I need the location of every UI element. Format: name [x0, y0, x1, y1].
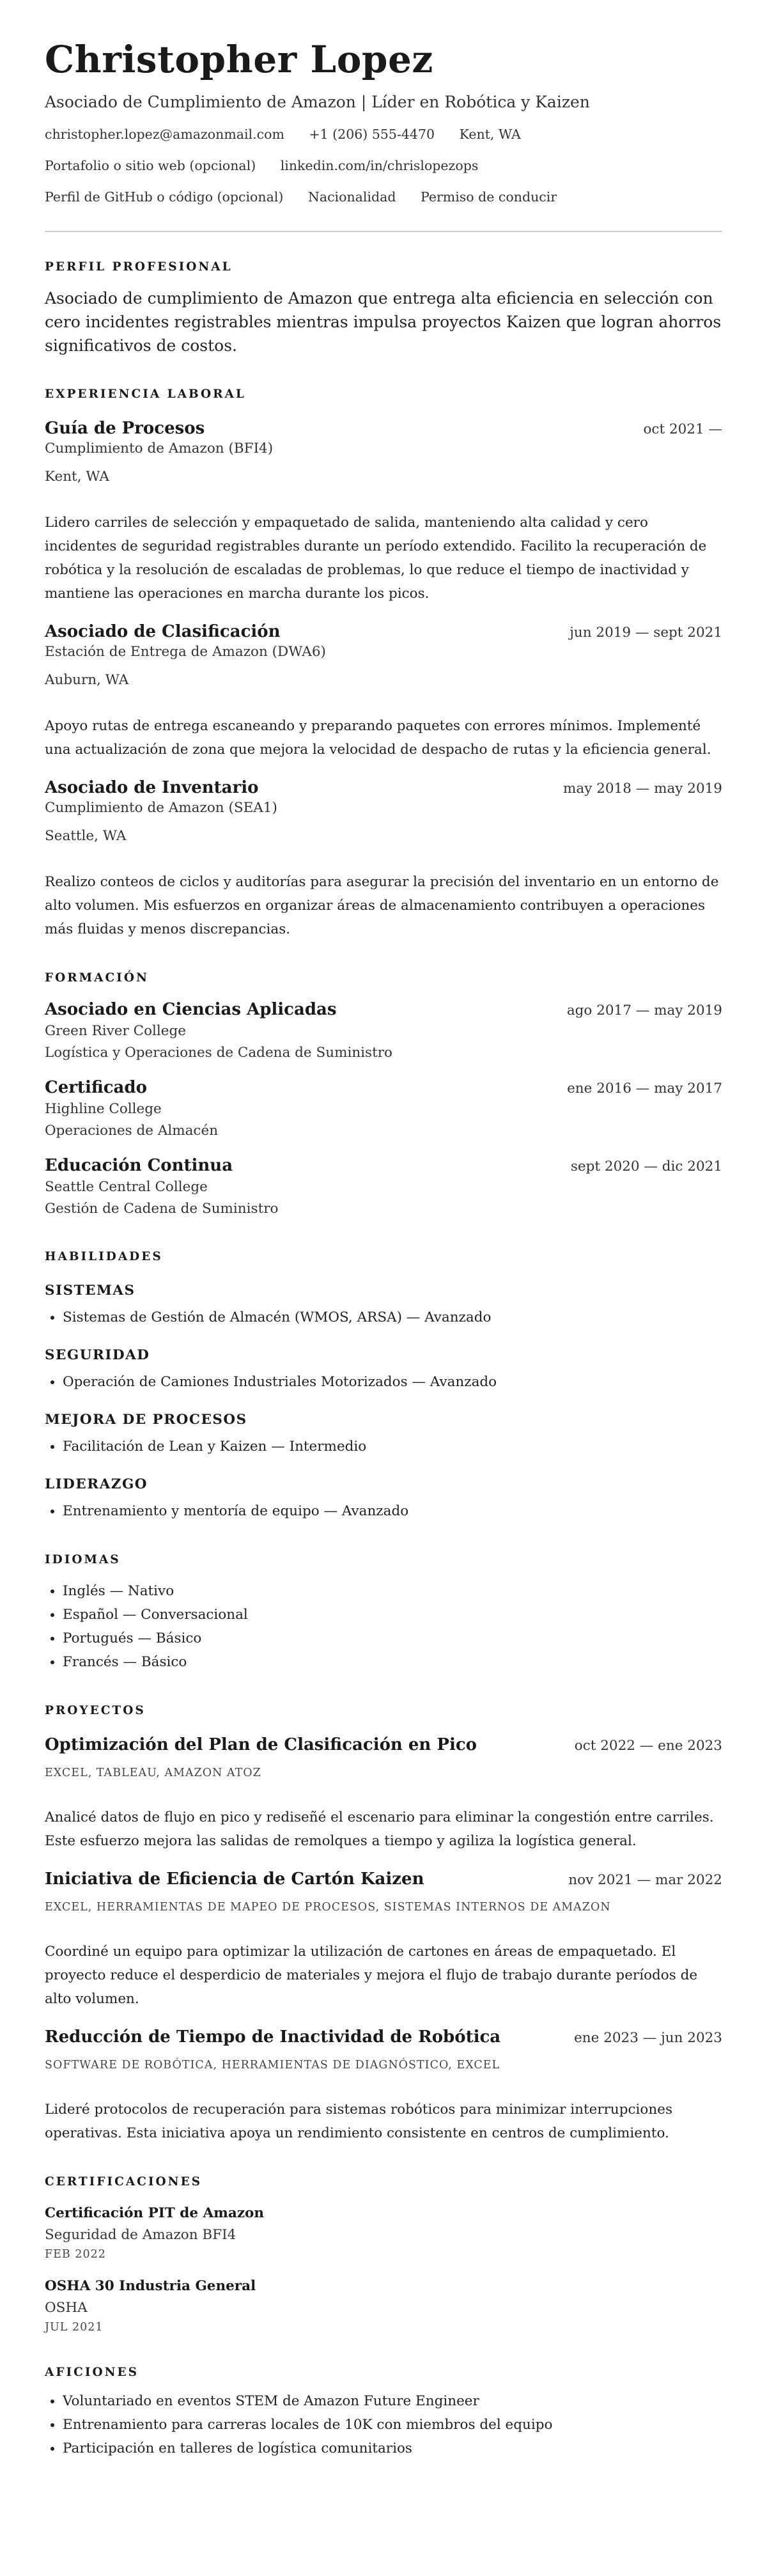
project-entry: [45, 1868, 722, 2011]
company-name: Cumplimiento de Amazon (SEA1): [45, 800, 277, 816]
skill-category: SISTEMAS: [45, 1283, 136, 1299]
job-title: Guía de Procesos: [45, 419, 205, 438]
github-placeholder: Perfil de GitHub o código (opcional): [45, 189, 284, 205]
certification-entry: [45, 2203, 722, 2263]
school-name: Green River College: [45, 1023, 186, 1039]
education-dates: sept 2020 — dic 2021: [570, 1159, 722, 1175]
entry-header: [45, 1734, 722, 1756]
project-dates: ene 2023 — jun 2023: [574, 2030, 722, 2046]
job-dates: may 2018 — may 2019: [563, 781, 722, 797]
phone-number[interactable]: +1 (206) 555-4470: [309, 127, 435, 142]
contact-row: [45, 188, 722, 206]
certification-name: OSHA 30 Industria General: [45, 2278, 256, 2294]
job-location: Seattle, WA: [45, 828, 127, 844]
resume-header: [45, 36, 722, 206]
section-title: PERFIL PROFESIONAL: [45, 260, 233, 274]
skill-category: MEJORA DE PROCESOS: [45, 1412, 247, 1428]
job-title: Asociado de Inventario: [45, 778, 259, 797]
entry-header: [45, 1868, 722, 1890]
job-dates: oct 2021 —: [643, 421, 722, 437]
project-description: Coordiné un equipo para optimizar la utilización de cartones en áreas de empaquetado. El proyecto reduce el desperdicio de materiales y mejora el flujo de trabajo durante períodos de alto volumen.: [45, 1944, 698, 2007]
education-entry: [45, 1155, 722, 1220]
certifications-section: [45, 2174, 722, 2336]
projects-section: [45, 1703, 722, 2145]
project-name: Optimización del Plan de Clasificación en Pico: [45, 1735, 477, 1754]
list-item: • Portugués — Básico: [63, 1627, 722, 1650]
section-title: IDIOMAS: [45, 1553, 121, 1566]
project-name: Reducción de Tiempo de Inactividad de Robótica: [45, 2027, 501, 2047]
certification-name: Certificación PIT de Amazon: [45, 2205, 265, 2221]
contact-row: [45, 125, 722, 143]
project-tools: EXCEL, TABLEAU, AMAZON ATOZ: [45, 1767, 261, 1779]
certification-date: JUL 2021: [45, 2321, 104, 2334]
list-item: • Operación de Camiones Industriales Motorizados — Avanzado: [63, 1370, 722, 1394]
field-of-study: Gestión de Cadena de Suministro: [45, 1201, 279, 1217]
list-item: • Entrenamiento y mentoría de equipo — Avanzado: [63, 1499, 722, 1523]
skill-list: [45, 1435, 722, 1458]
field-of-study: Logística y Operaciones de Cadena de Suministro: [45, 1045, 392, 1061]
certification-date: FEB 2022: [45, 2248, 106, 2261]
section-title: PROYECTOS: [45, 1704, 146, 1717]
header-divider: [45, 231, 722, 232]
skill-category: LIDERAZGO: [45, 1476, 148, 1492]
list-item: • Francés — Básico: [63, 1650, 722, 1674]
experience-entry: [45, 621, 722, 761]
skill-list: [45, 1306, 722, 1329]
company-name: Cumplimiento de Amazon (BFI4): [45, 441, 274, 457]
section-title: EXPERIENCIA LABORAL: [45, 387, 246, 401]
candidate-name: Christopher Lopez: [45, 38, 433, 81]
experience-section: [45, 387, 722, 941]
profile-summary: Asociado de cumplimiento de Amazon que entrega alta eficiencia en selección con cero incidentes registrables mientras impulsa proyectos Kaizen que logran ahorros significativos de costos.: [45, 289, 722, 355]
entry-header: [45, 777, 722, 799]
school-name: Seattle Central College: [45, 1179, 208, 1195]
entry-header: [45, 2026, 722, 2048]
language-list: [45, 1579, 722, 1674]
list-item: • Entrenamiento para carreras locales de 10K con miembros del equipo: [63, 2413, 722, 2437]
list-item: • Inglés — Nativo: [63, 1579, 722, 1603]
section-title: CERTIFICACIONES: [45, 2175, 203, 2189]
degree-name: Certificado: [45, 1078, 147, 1097]
degree-name: Asociado en Ciencias Aplicadas: [45, 1000, 337, 1019]
section-title: HABILIDADES: [45, 1250, 163, 1263]
project-tools: SOFTWARE DE ROBÓTICA, HERRAMIENTAS DE DIAGNÓSTICO, EXCEL: [45, 2059, 500, 2072]
company-name: Estación de Entrega de Amazon (DWA6): [45, 644, 326, 660]
project-dates: nov 2021 — mar 2022: [568, 1872, 722, 1888]
nationality-placeholder: Nacionalidad: [307, 189, 396, 205]
field-of-study: Operaciones de Almacén: [45, 1123, 219, 1139]
education-section: [45, 971, 722, 1220]
job-description: Realizo conteos de ciclos y auditorías para asegurar la precisión del inventario en un entorno de alto volumen. Mis esfuerzos en organizar áreas de almacenamiento contribuyen a operaciones más fluidas y menos discrepancias.: [45, 874, 719, 937]
section-title: FORMACIÓN: [45, 971, 149, 985]
hobby-list: [45, 2389, 722, 2460]
entry-header: [45, 999, 722, 1020]
education-dates: ene 2016 — may 2017: [567, 1081, 722, 1097]
list-item: • Facilitación de Lean y Kaizen — Intermedio: [63, 1435, 722, 1458]
education-entry: [45, 999, 722, 1064]
project-tools: EXCEL, HERRAMIENTAS DE MAPEO DE PROCESOS, SISTEMAS INTERNOS DE AMAZON: [45, 1901, 611, 1914]
entry-header: [45, 1155, 722, 1176]
project-description: Lideré protocolos de recuperación para sistemas robóticos para minimizar interrupciones operativas. Esta iniciativa apoya un rendimiento consistente en centros de cumplimiento.: [45, 2102, 672, 2141]
skill-list: [45, 1370, 722, 1394]
certification-entry: [45, 2275, 722, 2336]
list-item: • Voluntariado en eventos STEM de Amazon Future Engineer: [63, 2389, 722, 2413]
entry-header: [45, 621, 722, 643]
driving-license-placeholder: Permiso de conducir: [420, 189, 557, 205]
email-link[interactable]: christopher.lopez@amazonmail.com: [45, 127, 284, 142]
certification-issuer: Seguridad de Amazon BFI4: [45, 2227, 236, 2243]
list-item: • Participación en talleres de logística comunitarios: [63, 2437, 722, 2460]
certification-issuer: OSHA: [45, 2300, 88, 2316]
skill-list: [45, 1499, 722, 1523]
degree-name: Educación Continua: [45, 1156, 233, 1175]
portfolio-placeholder: Portafolio o sitio web (opcional): [45, 158, 256, 173]
job-location: Kent, WA: [45, 469, 109, 485]
job-dates: jun 2019 — sept 2021: [569, 625, 722, 641]
job-location: Auburn, WA: [45, 672, 129, 688]
languages-section: [45, 1552, 722, 1674]
skills-section: [45, 1249, 722, 1523]
school-name: Highline College: [45, 1101, 162, 1117]
job-description: Apoyo rutas de entrega escaneando y preparando paquetes con errores mínimos. Implementé una actualización de zona que mejora la velocidad de despacho de rutas y la eficiencia general.: [45, 718, 711, 758]
project-entry: [45, 2026, 722, 2145]
skill-category: SEGURIDAD: [45, 1347, 150, 1363]
project-entry: [45, 1734, 722, 1853]
location: Kent, WA: [459, 127, 521, 142]
job-title: Asociado de Clasificación: [45, 622, 281, 641]
list-item: • Español — Conversacional: [63, 1603, 722, 1627]
contact-row: [45, 157, 722, 175]
job-description: Lidero carriles de selección y empaquetado de salida, manteniendo alta calidad y cero incidentes de seguridad registrables durante un período extendido. Facilito la recuperación de robótica y la resolución de escaladas de problemas, lo que reduce el tiempo de inactividad y mantiene las operaciones en marcha durante los picos.: [45, 515, 707, 602]
experience-entry: [45, 777, 722, 941]
entry-header: [45, 1077, 722, 1098]
project-name: Iniciativa de Eficiencia de Cartón Kaizen: [45, 1870, 424, 1889]
project-dates: oct 2022 — ene 2023: [574, 1738, 722, 1754]
hobbies-section: [45, 2365, 722, 2460]
education-dates: ago 2017 — may 2019: [566, 1003, 722, 1019]
entry-header: [45, 418, 722, 439]
candidate-headline: Asociado de Cumplimiento de Amazon | Líder en Robótica y Kaizen: [45, 93, 590, 111]
education-entry: [45, 1077, 722, 1142]
list-item: • Sistemas de Gestión de Almacén (WMOS, ARSA) — Avanzado: [63, 1306, 722, 1329]
linkedin-link[interactable]: linkedin.com/in/chrislopezops: [280, 158, 479, 173]
section-title: AFICIONES: [45, 2366, 139, 2379]
profile-section: [45, 260, 722, 357]
experience-entry: [45, 418, 722, 605]
project-description: Analicé datos de flujo en pico y rediseñé el escenario para eliminar la congestión entre carriles. Este esfuerzo mejora las salidas de remolques a tiempo y agiliza la logística general.: [45, 1809, 714, 1849]
